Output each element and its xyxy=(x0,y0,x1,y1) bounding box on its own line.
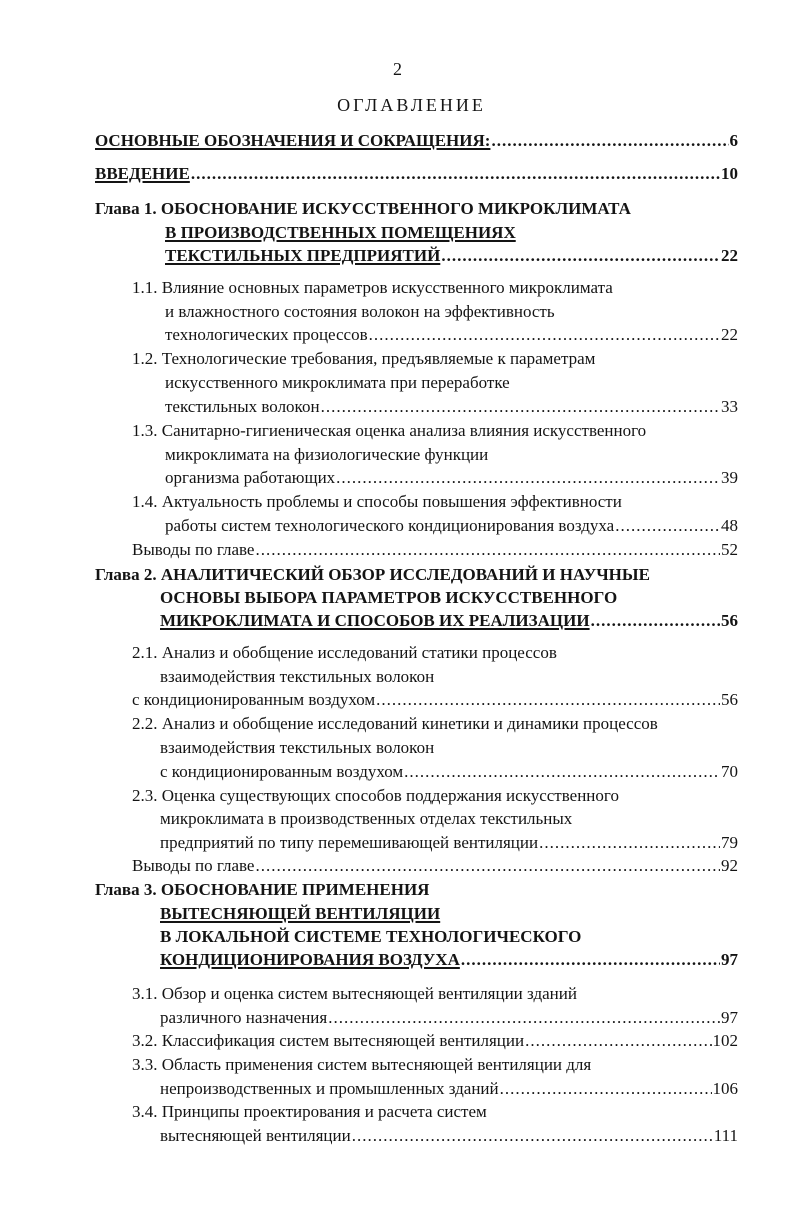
toc-entry-1-4-last[interactable] xyxy=(165,513,738,539)
toc-entry-page: 56 xyxy=(721,690,738,709)
toc-entry-1-1-last[interactable] xyxy=(165,322,738,348)
toc-entry-title: Выводы по главе xyxy=(132,540,255,559)
toc-title: ОГЛАВЛЕНИЕ xyxy=(337,95,486,115)
toc-entry-page: 22 xyxy=(721,246,738,265)
toc-entry-1-3-last[interactable] xyxy=(165,465,738,491)
toc-entry-chapter-3[interactable] xyxy=(160,947,738,973)
toc-entry-title: с кондиционированным воздухом xyxy=(160,762,404,781)
toc-entry-title: ВВЕДЕНИЕ xyxy=(95,164,190,183)
toc-entry-1-1[interactable]: 1.1. Влияние основных параметров искусственного микроклимата xyxy=(132,278,613,297)
toc-entry-1-2[interactable]: 1.2. Технологические требования, предъявляемые к параметрам xyxy=(132,349,596,368)
toc-entry-title: Выводы по главе xyxy=(132,856,255,875)
toc-entry-title: вытесняющей вентиляции xyxy=(160,1126,351,1145)
toc-entry-2-3-line: микроклимата в производственных отделах текстильных xyxy=(160,809,573,828)
toc-entry-abbreviations[interactable] xyxy=(95,128,738,154)
toc-entry-title: КОНДИЦИОНИРОВАНИЯ ВОЗДУХА xyxy=(160,950,460,969)
toc-entry-2-2-line: взаимодействия текстильных волокон xyxy=(160,738,435,757)
toc-entry-title: текстильных волокон xyxy=(165,397,320,416)
toc-entry-page: 97 xyxy=(721,950,738,969)
toc-entry-title: с кондиционированным воздухом xyxy=(132,690,376,709)
toc-entry-title: организма работающих xyxy=(165,468,336,487)
toc-entry-title: работы систем технологического кондиционирования воздуха xyxy=(165,516,615,535)
toc-entry-3-2[interactable] xyxy=(132,1028,738,1054)
toc-entry-chapter-2[interactable] xyxy=(160,608,738,634)
toc-entry-title: различного назначения xyxy=(160,1008,328,1027)
toc-entry-1-2-last[interactable] xyxy=(165,394,738,420)
page-number: 2 xyxy=(393,59,402,79)
toc-entry-title: 3.2. Классификация систем вытесняющей вентиляции xyxy=(132,1031,525,1050)
toc-entry-page: 52 xyxy=(721,540,738,559)
chapter-2-heading[interactable]: Глава 2. АНАЛИТИЧЕСКИЙ ОБЗОР ИССЛЕДОВАНИЙ И НАУЧНЫЕ xyxy=(95,565,650,584)
toc-entry-page: 39 xyxy=(721,468,738,487)
chapter-1-heading-line: В ПРОИЗВОДСТВЕННЫХ ПОМЕЩЕНИЯХ xyxy=(165,223,516,242)
chapter-2-heading-line: ОСНОВЫ ВЫБОРА ПАРАМЕТРОВ ИСКУССТВЕННОГО xyxy=(160,588,618,607)
toc-entry-chapter-1[interactable] xyxy=(165,243,738,269)
toc-entry-1-1-line: и влажностного состояния волокон на эффективность xyxy=(165,302,555,321)
toc-entry-page: 70 xyxy=(721,762,738,781)
chapter-3-heading-line: ВЫТЕСНЯЮЩЕЙ ВЕНТИЛЯЦИИ xyxy=(160,904,441,923)
toc-entry-page: 97 xyxy=(721,1008,738,1027)
toc-entry-page: 48 xyxy=(721,516,738,535)
toc-entry-page: 22 xyxy=(721,325,738,344)
toc-entry-chapter-2-conclusions[interactable] xyxy=(132,853,738,879)
toc-entry-title: ТЕКСТИЛЬНЫХ ПРЕДПРИЯТИЙ xyxy=(165,246,441,265)
toc-entry-title: предприятий по типу перемешивающей вентиляции xyxy=(160,833,539,852)
toc-entry-page: 111 xyxy=(713,1126,738,1145)
toc-entry-3-4[interactable]: 3.4. Принципы проектирования и расчета систем xyxy=(132,1102,487,1121)
toc-entry-3-3[interactable]: 3.3. Область применения систем вытесняющей вентиляции для xyxy=(132,1055,592,1074)
toc-entry-page: 6 xyxy=(729,131,738,150)
toc-entry-title: непроизводственных и промышленных зданий xyxy=(160,1079,499,1098)
toc-entry-introduction[interactable] xyxy=(95,161,738,187)
toc-entry-2-2[interactable]: 2.2. Анализ и обобщение исследований кинетики и динамики процессов xyxy=(132,714,658,733)
toc-entry-page: 56 xyxy=(721,611,738,630)
chapter-3-heading-line: В ЛОКАЛЬНОЙ СИСТЕМЕ ТЕХНОЛОГИЧЕСКОГО xyxy=(160,927,582,946)
chapter-3-heading[interactable]: Глава 3. ОБОСНОВАНИЕ ПРИМЕНЕНИЯ xyxy=(95,880,430,899)
toc-entry-page: 106 xyxy=(712,1079,738,1098)
toc-entry-2-3[interactable]: 2.3. Оценка существующих способов поддержания искусственного xyxy=(132,786,619,805)
toc-entry-page: 79 xyxy=(721,833,738,852)
toc-entry-1-4[interactable]: 1.4. Актуальность проблемы и способы повышения эффективности xyxy=(132,492,622,511)
toc-entry-2-1-last[interactable] xyxy=(132,687,738,713)
toc-entry-page: 33 xyxy=(721,397,738,416)
toc-entry-1-2-line: искусственного микроклимата при переработке xyxy=(165,373,510,392)
toc-entry-3-4-last[interactable] xyxy=(160,1123,738,1149)
toc-entry-page: 10 xyxy=(721,164,738,183)
toc-entry-1-3[interactable]: 1.3. Санитарно-гигиеническая оценка анализа влияния искусственного xyxy=(132,421,647,440)
chapter-1-heading[interactable]: Глава 1. ОБОСНОВАНИЕ ИСКУССТВЕННОГО МИКРОКЛИМАТА xyxy=(95,199,631,218)
toc-entry-3-1[interactable]: 3.1. Обзор и оценка систем вытесняющей вентиляции зданий xyxy=(132,984,577,1003)
toc-entry-page: 102 xyxy=(712,1031,738,1050)
toc-entry-2-1-line: взаимодействия текстильных волокон xyxy=(160,667,435,686)
toc-entry-chapter-1-conclusions[interactable] xyxy=(132,537,738,563)
toc-entry-1-3-line: микроклимата на физиологические функции xyxy=(165,445,489,464)
toc-entry-page: 92 xyxy=(721,856,738,875)
toc-entry-2-1[interactable]: 2.1. Анализ и обобщение исследований статики процессов xyxy=(132,643,557,662)
toc-entry-title: ОСНОВНЫЕ ОБОЗНАЧЕНИЯ И СОКРАЩЕНИЯ: xyxy=(95,131,491,150)
toc-entry-title: технологических процессов xyxy=(165,325,368,344)
toc-entry-title: МИКРОКЛИМАТА И СПОСОБОВ ИХ РЕАЛИЗАЦИИ xyxy=(160,611,590,630)
toc-entry-2-2-last[interactable] xyxy=(160,759,738,785)
